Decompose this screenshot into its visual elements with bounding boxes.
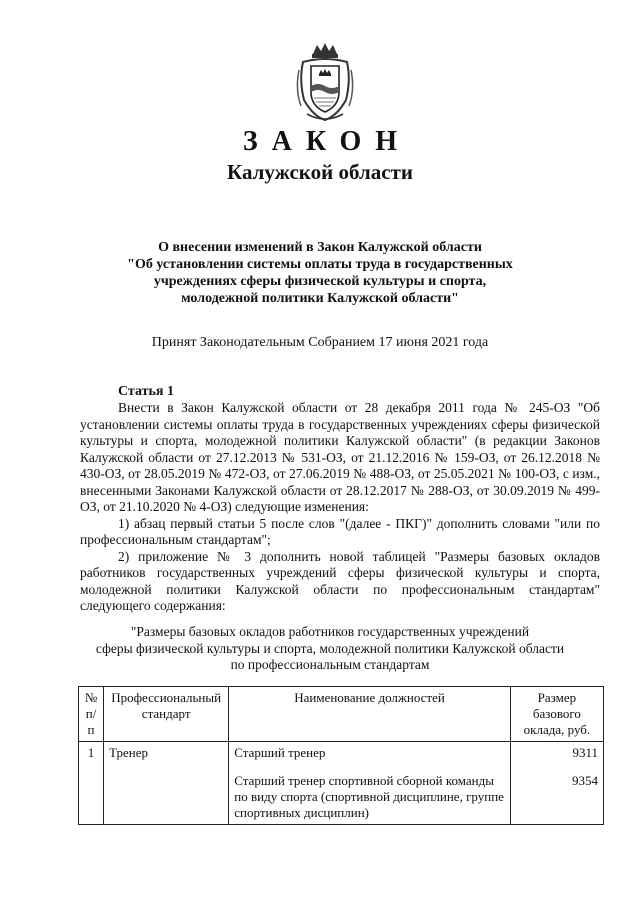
subject-line: "Об установлении системы оплаты труда в государственных xyxy=(127,257,513,272)
adoption-note: Принят Законодательным Собранием 17 июня 2021 года xyxy=(151,335,489,350)
row-number: 1 xyxy=(79,742,104,825)
position-name: Старший тренер xyxy=(234,745,326,760)
row-salaries xyxy=(510,742,603,825)
header-number: № п/п xyxy=(79,687,104,742)
table-header-row xyxy=(79,687,604,742)
subject-line: учреждениях сферы физической культуры и спорта, xyxy=(153,274,487,289)
table-title-line: сферы физической культуры и спорта, молодежной политики Калужской области xyxy=(95,640,565,656)
subject-line: молодежной политики Калужской области" xyxy=(181,291,459,306)
header-salary: Размер базового оклада, руб. xyxy=(510,687,603,742)
position-name: Старший тренер спортивной сборной команды по виду спорта (спортивной дисциплине, группе спортивных дисциплин) xyxy=(234,773,504,820)
coat-of-arms-icon xyxy=(295,40,355,122)
article-paragraph: 2) приложение № 3 дополнить новой таблицей "Размеры базовых окладов работников государственных учреждений сферы физической культуры и спорта, молодежной политики Калужской области по профессиональным стандартам" следующего содержания: xyxy=(80,548,600,613)
table-title-line: по профессиональным стандартам xyxy=(230,657,430,672)
article-paragraph: 1) абзац первый статьи 5 после слов "(далее - ПКГ)" дополнить словами "или по профессиональным стандартам"; xyxy=(80,515,600,547)
salary-table xyxy=(78,686,604,825)
subject-line: О внесении изменений в Закон Калужской области xyxy=(158,240,482,255)
header-position: Наименование должностей xyxy=(229,687,511,742)
article-paragraph: Внести в Закон Калужской области от 28 декабря 2011 года № 245-ОЗ "Об установлении системы оплаты труда в государственных учреждениях сферы физической культуры и спорта, молодежной политики Калужской области" (в редакции Законов Калужской области от 27.12.2013 № 531-ОЗ, от 21.12.2016 № 159-ОЗ, от 26.12.2018 № 430-ОЗ, от 28.05.2019 № 472-ОЗ, от 27.06.2019 № 488-ОЗ, от 25.05.2021 № 100-ОЗ, с изм., внесенными Законами Калужской области от 28.12.2017 № 288-ОЗ, от 30.09.2019 № 499-ОЗ, от 21.10.2020 № 4-ОЗ) следующие изменения: xyxy=(80,400,600,514)
table-title-line: "Размеры базовых окладов работников государственных учреждений xyxy=(130,624,530,639)
law-subject xyxy=(100,239,540,307)
salary-value: 9354 xyxy=(572,773,598,788)
article-heading: Статья 1 xyxy=(118,384,174,399)
row-positions xyxy=(229,742,511,825)
region-name: Калужской области xyxy=(227,160,413,184)
law-title: ЗАКОН xyxy=(242,126,412,157)
table-title xyxy=(60,624,600,674)
article-body xyxy=(80,400,600,615)
salary-value: 9311 xyxy=(572,745,598,760)
header-standard: Профессиональный стандарт xyxy=(104,687,229,742)
row-standard: Тренер xyxy=(104,742,229,825)
table-row xyxy=(79,742,604,825)
